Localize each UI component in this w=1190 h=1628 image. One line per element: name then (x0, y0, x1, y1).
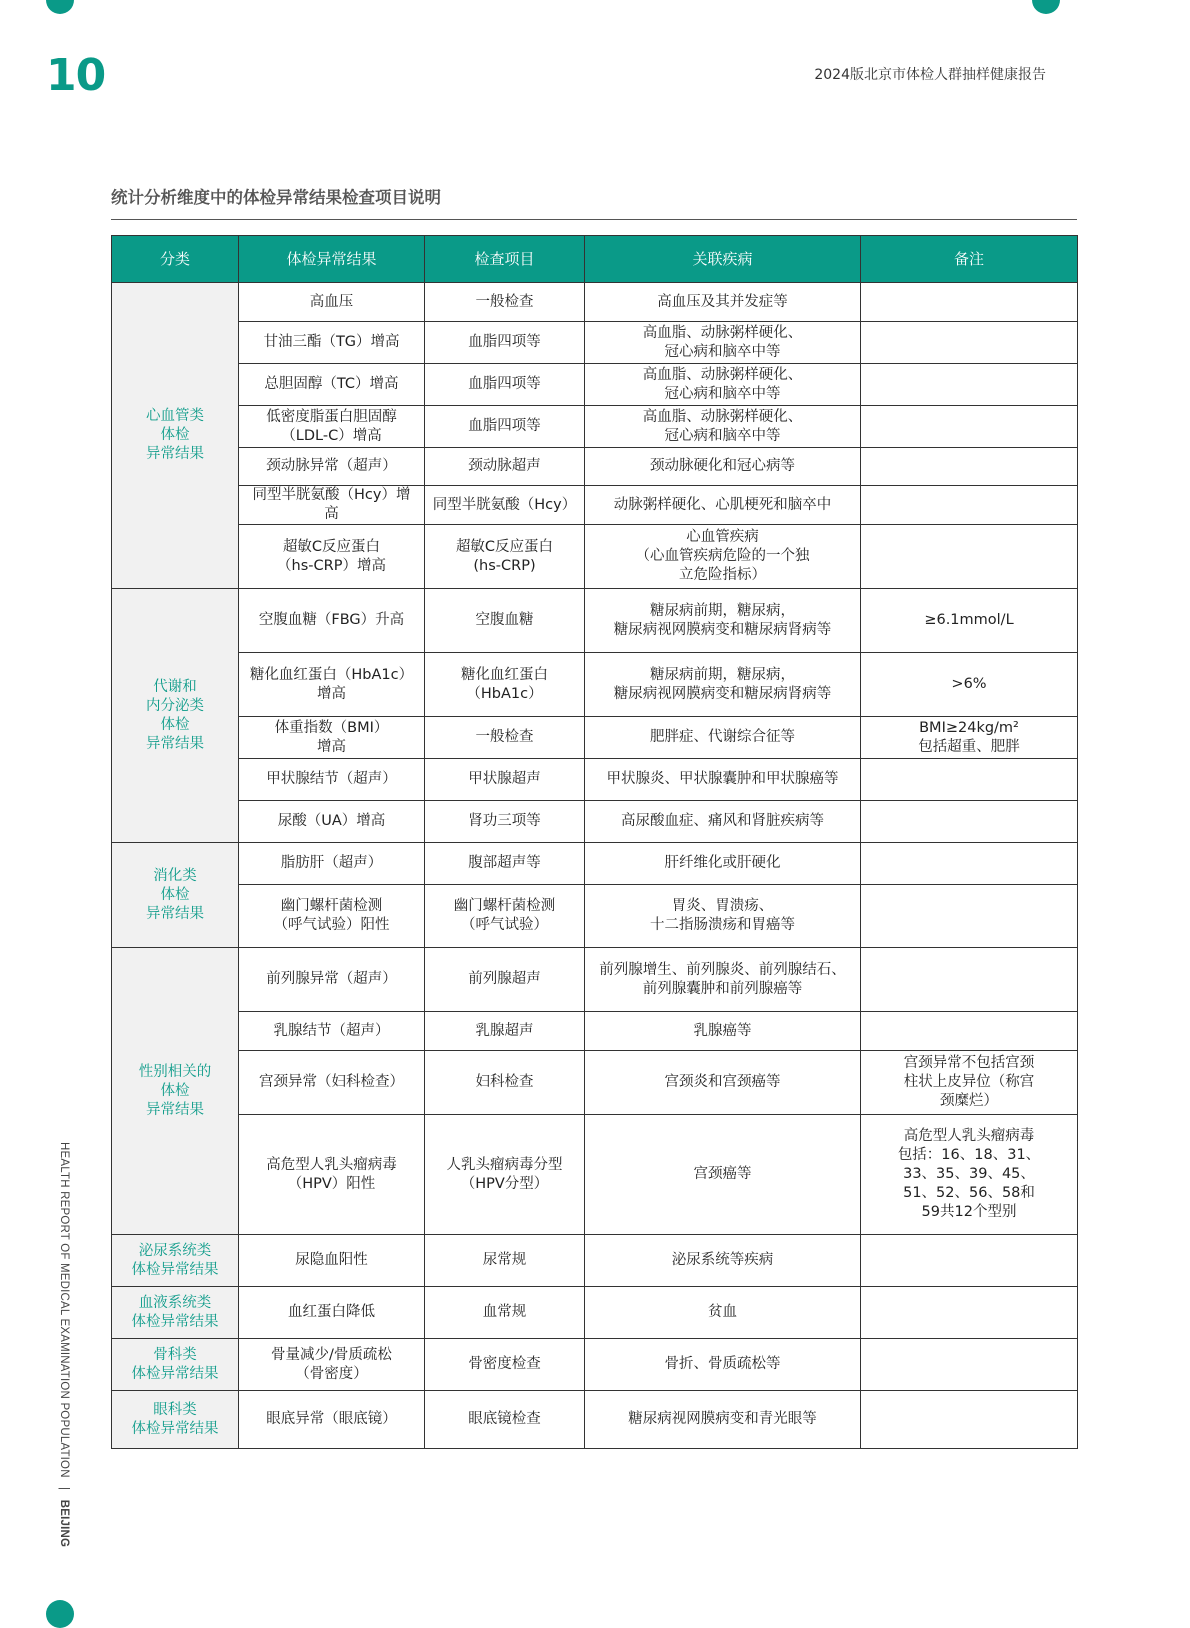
table-row (112, 1012, 1078, 1051)
note-cell-line: ≥6.1mmol/L (924, 612, 1014, 628)
note-cell (861, 717, 1078, 759)
category-cell-line: 眼科类 (153, 1401, 197, 1418)
exam-item-cell (425, 717, 585, 759)
note-cell (861, 406, 1078, 448)
side-text-separator: | (58, 1487, 70, 1491)
abnormal-result-cell-line: （LDL-C）增高 (281, 427, 382, 444)
table-row (112, 948, 1078, 1012)
exam-item-cell-line: (hs-CRP) (473, 557, 536, 574)
related-disease-cell-line: 胃炎、胃溃疡、 (671, 898, 774, 914)
note-cell-line: 颈糜烂） (940, 1093, 998, 1109)
note-cell-line: 59共12个型别 (921, 1204, 1017, 1220)
exam-item-cell-line: （呼气试验） (461, 917, 548, 933)
related-disease-cell (585, 801, 861, 843)
category-cell-line: 异常结果 (146, 905, 204, 922)
decorative-dot-bottom-left (46, 1600, 74, 1628)
abnormal-result-cell (239, 1115, 425, 1235)
category-cell-line: 体检异常结果 (131, 1365, 219, 1382)
exam-item-cell (425, 1339, 585, 1391)
related-disease-cell-line: 贫血 (708, 1304, 737, 1320)
note-cell-line: 33、35、39、45、 (903, 1166, 1035, 1182)
category-cell-line: 体检 (160, 886, 190, 903)
table-row (112, 653, 1078, 717)
exam-item-cell (425, 406, 585, 448)
exam-item-cell (425, 364, 585, 406)
abnormal-result-cell-line: 糖化血红蛋白（HbA1c） (249, 666, 414, 683)
abnormal-result-cell-line: 脂肪肝（超声） (280, 855, 383, 871)
related-disease-cell (585, 653, 861, 717)
exam-item-cell-line: 血脂四项等 (468, 376, 541, 392)
exam-item-cell-line: 甲状腺超声 (468, 771, 541, 787)
category-cell (112, 1391, 239, 1449)
report-title: 2024版北京市体检人群抽样健康报告 (814, 67, 1046, 83)
table-row (112, 885, 1078, 948)
abnormal-result-cell-line: （呼气试验）阳性 (273, 917, 390, 933)
category-cell-line: 体检异常结果 (131, 1261, 219, 1278)
exam-item-cell (425, 653, 585, 717)
note-cell-line: >6% (951, 676, 987, 692)
category-cell-line: 血液系统类 (138, 1294, 212, 1311)
exam-item-cell-line: 血脂四项等 (468, 418, 541, 434)
related-disease-cell (585, 1012, 861, 1051)
related-disease-cell-line: （心血管疾病危险的一个独 (635, 548, 810, 564)
note-cell (861, 948, 1078, 1012)
exam-item-cell-line: 妇科检查 (475, 1074, 534, 1090)
note-cell (861, 283, 1078, 322)
related-disease-cell (585, 1391, 861, 1449)
abnormal-result-cell-line: 颈动脉异常（超声） (266, 458, 397, 474)
decorative-dot-top-right (1032, 0, 1060, 14)
related-disease-cell (585, 1115, 861, 1235)
exam-item-cell-line: 尿常规 (482, 1252, 527, 1268)
table-row (112, 1339, 1078, 1391)
note-cell (861, 486, 1078, 525)
note-cell (861, 448, 1078, 486)
table-row (112, 717, 1078, 759)
header-note: 备注 (861, 236, 1078, 283)
exam-item-cell-line: （HPV分型） (460, 1175, 549, 1192)
note-cell-line: 宫颈异常不包括宫颈 (903, 1055, 1035, 1071)
abnormal-result-cell (239, 1235, 425, 1287)
abnormal-result-cell-line: 增高 (317, 738, 346, 755)
category-cell-line: 骨科类 (153, 1346, 197, 1363)
abnormal-results-table (111, 235, 1078, 1449)
category-cell (112, 948, 239, 1235)
category-cell-line: 异常结果 (146, 735, 204, 752)
related-disease-cell (585, 322, 861, 364)
abnormal-result-cell-line: 眼底异常（眼底镜） (266, 1411, 397, 1427)
exam-item-cell (425, 1012, 585, 1051)
abnormal-result-cell (239, 948, 425, 1012)
abnormal-result-cell-line: 幽门螺杆菌检测 (280, 898, 383, 914)
exam-item-cell (425, 1235, 585, 1287)
exam-item-cell (425, 1287, 585, 1339)
note-cell (861, 1012, 1078, 1051)
table-row (112, 843, 1078, 885)
abnormal-result-cell-line: 高危型人乳头瘤病毒 (266, 1156, 397, 1173)
note-cell-line: 包括超重、肥胖 (918, 738, 1020, 755)
exam-item-cell (425, 1115, 585, 1235)
category-cell-line: 体检 (160, 1082, 190, 1099)
note-cell (861, 1051, 1078, 1115)
abnormal-result-cell-line: 甲状腺结节（超声） (266, 771, 397, 787)
exam-item-cell-line: 幽门螺杆菌检测 (453, 898, 556, 914)
related-disease-cell (585, 1287, 861, 1339)
exam-item-cell-line: 人乳头瘤病毒分型 (446, 1156, 563, 1173)
related-disease-cell (585, 717, 861, 759)
related-disease-cell-line: 冠心病和脑卒中等 (664, 427, 781, 444)
exam-item-cell-line: 超敏C反应蛋白 (455, 538, 554, 555)
related-disease-cell-line: 冠心病和脑卒中等 (664, 385, 781, 402)
abnormal-result-cell-line: 骨量减少/骨质疏松 (271, 1346, 392, 1363)
side-text-left: HEALTH REPORT OF MEDICAL EXAMINATION POPULATION (58, 1142, 70, 1478)
related-disease-cell-line: 立危险指标） (679, 567, 766, 583)
exam-item-cell (425, 1391, 585, 1449)
related-disease-cell (585, 364, 861, 406)
related-disease-cell-line: 甲状腺炎、甲状腺囊肿和甲状腺癌等 (606, 771, 839, 787)
related-disease-cell (585, 1339, 861, 1391)
related-disease-cell-line: 泌尿系统等疾病 (671, 1252, 774, 1268)
table-row (112, 448, 1078, 486)
category-cell-line: 异常结果 (146, 1101, 204, 1118)
related-disease-cell-line: 高血压及其并发症等 (657, 293, 788, 310)
abnormal-result-cell-line: 乳腺结节（超声） (273, 1022, 390, 1039)
related-disease-cell (585, 1235, 861, 1287)
note-cell (861, 843, 1078, 885)
abnormal-result-cell (239, 283, 425, 322)
abnormal-result-cell (239, 448, 425, 486)
exam-item-cell (425, 322, 585, 364)
related-disease-cell (585, 885, 861, 948)
table-row (112, 1235, 1078, 1287)
table-row (112, 589, 1078, 653)
abnormal-result-cell-line: 前列腺异常（超声） (266, 971, 397, 987)
related-disease-cell-line: 乳腺癌等 (693, 1022, 752, 1039)
exam-item-cell-line: 乳腺超声 (475, 1022, 534, 1039)
table-row (112, 1391, 1078, 1449)
note-cell-line: 高危型人乳头瘤病毒 (903, 1128, 1035, 1144)
abnormal-result-cell-line: 体重指数（BMI） (274, 719, 389, 736)
note-cell (861, 653, 1078, 717)
exam-item-cell (425, 843, 585, 885)
related-disease-cell (585, 525, 861, 589)
table-row (112, 1287, 1078, 1339)
exam-item-cell-line: 血常规 (482, 1304, 527, 1320)
note-cell-line: BMI≥24kg/m² (919, 719, 1019, 736)
related-disease-cell (585, 843, 861, 885)
header-abnormal-result: 体检异常结果 (239, 236, 425, 283)
related-disease-cell (585, 448, 861, 486)
note-cell (861, 1339, 1078, 1391)
related-disease-cell-line: 颈动脉硬化和冠心病等 (650, 458, 795, 474)
related-disease-cell-line: 肝纤维化或肝硬化 (664, 855, 781, 871)
abnormal-result-cell (239, 801, 425, 843)
abnormal-result-cell-line: 空腹血糖（FBG）升高 (258, 612, 405, 628)
header-related-disease: 关联疾病 (585, 236, 861, 283)
abnormal-result-cell-line: 超敏C反应蛋白 (282, 538, 381, 555)
related-disease-cell-line: 高血脂、动脉粥样硬化、 (642, 408, 803, 425)
abnormal-result-cell-line: （骨密度） (295, 1365, 368, 1382)
section-divider (111, 219, 1077, 220)
note-cell-line: 51、52、56、58和 (903, 1185, 1035, 1201)
related-disease-cell (585, 589, 861, 653)
abnormal-result-cell (239, 1051, 425, 1115)
exam-item-cell (425, 759, 585, 801)
note-cell (861, 322, 1078, 364)
abnormal-result-cell-line: 高血压 (309, 293, 354, 310)
related-disease-cell-line: 肥胖症、代谢综合征等 (650, 729, 795, 745)
section-title: 统计分析维度中的体检异常结果检查项目说明 (111, 188, 441, 207)
category-cell-line: 消化类 (153, 867, 197, 884)
exam-item-cell-line: 同型半胱氨酸（Hcy） (432, 496, 577, 513)
related-disease-cell-line: 糖尿病视网膜病变和青光眼等 (628, 1411, 817, 1427)
related-disease-cell-line: 高血脂、动脉粥样硬化、 (642, 366, 803, 383)
side-text-city: BEIJING (58, 1499, 70, 1548)
exam-item-cell (425, 1051, 585, 1115)
abnormal-result-cell-line: 宫颈异常（妇科检查） (259, 1074, 404, 1090)
related-disease-cell-line: 糖尿病前期，糖尿病， (650, 666, 795, 683)
related-disease-cell (585, 1051, 861, 1115)
note-cell (861, 1287, 1078, 1339)
abnormal-result-cell-line: （hs-CRP）增高 (277, 557, 386, 574)
note-cell (861, 1235, 1078, 1287)
related-disease-cell-line: 动脉粥样硬化、心肌梗死和脑卒中 (613, 496, 832, 513)
related-disease-cell-line: 前列腺囊肿和前列腺癌等 (642, 980, 803, 997)
category-cell-line: 体检 (160, 716, 190, 733)
header-category: 分类 (112, 236, 239, 283)
table-header-row (112, 236, 1078, 283)
related-disease-cell-line: 宫颈癌等 (693, 1166, 752, 1182)
abnormal-result-cell (239, 1391, 425, 1449)
note-cell (861, 589, 1078, 653)
exam-item-cell (425, 589, 585, 653)
related-disease-cell (585, 406, 861, 448)
table-row (112, 525, 1078, 589)
abnormal-result-cell-line: （HPV）阳性 (287, 1175, 376, 1192)
table-row (112, 364, 1078, 406)
exam-item-cell-line: 肾功三项等 (468, 813, 541, 829)
abnormal-result-cell (239, 525, 425, 589)
abnormal-result-cell-line: 高 (324, 506, 339, 522)
abnormal-result-cell-line: 同型半胱氨酸（Hcy）增 (252, 487, 411, 503)
table-row (112, 759, 1078, 801)
exam-item-cell-line: 前列腺超声 (468, 971, 541, 987)
related-disease-cell-line: 冠心病和脑卒中等 (664, 343, 781, 360)
exam-item-cell (425, 525, 585, 589)
exam-item-cell-line: 颈动脉超声 (468, 458, 541, 474)
table-row (112, 1051, 1078, 1115)
related-disease-cell-line: 高血脂、动脉粥样硬化、 (642, 324, 803, 341)
abnormal-result-cell (239, 653, 425, 717)
abnormal-result-cell (239, 322, 425, 364)
page-number: 10 (46, 50, 106, 101)
exam-item-cell-line: 骨密度检查 (468, 1356, 541, 1372)
abnormal-result-cell (239, 717, 425, 759)
related-disease-cell-line: 前列腺增生、前列腺炎、前列腺结石、 (599, 961, 846, 978)
abnormal-result-cell (239, 885, 425, 948)
related-disease-cell-line: 糖尿病视网膜病变和糖尿病肾病等 (613, 685, 832, 702)
exam-item-cell-line: 眼底镜检查 (468, 1411, 541, 1427)
abnormal-result-cell-line: 尿酸（UA）增高 (277, 813, 386, 829)
related-disease-cell-line: 骨折、骨质疏松等 (664, 1356, 781, 1372)
category-cell (112, 1235, 239, 1287)
category-cell-line: 异常结果 (146, 446, 204, 462)
related-disease-cell (585, 759, 861, 801)
abnormal-result-cell-line: 总胆固醇（TC）增高 (264, 376, 399, 392)
table-row (112, 486, 1078, 525)
abnormal-result-cell (239, 1012, 425, 1051)
abnormal-result-cell-line: 血红蛋白降低 (288, 1304, 375, 1320)
note-cell (861, 1391, 1078, 1449)
related-disease-cell-line: 糖尿病视网膜病变和糖尿病肾病等 (613, 621, 832, 638)
abnormal-result-cell-line: 尿隐血阳性 (295, 1252, 368, 1268)
related-disease-cell-line: 心血管疾病 (686, 529, 759, 545)
abnormal-result-cell (239, 843, 425, 885)
exam-item-cell-line: 空腹血糖 (475, 612, 534, 628)
table-row (112, 801, 1078, 843)
exam-item-cell-line: 一般检查 (475, 293, 534, 310)
exam-item-cell-line: 一般检查 (475, 729, 534, 745)
abnormal-result-cell (239, 364, 425, 406)
related-disease-cell (585, 948, 861, 1012)
abnormal-result-cell (239, 759, 425, 801)
related-disease-cell (585, 283, 861, 322)
related-disease-cell (585, 486, 861, 525)
note-cell (861, 885, 1078, 948)
category-cell-line: 代谢和 (153, 678, 197, 695)
abnormal-result-cell (239, 1339, 425, 1391)
category-cell-line: 泌尿系统类 (138, 1242, 212, 1259)
abnormal-result-cell (239, 1287, 425, 1339)
table-body (112, 283, 1078, 1449)
side-running-text (58, 1142, 70, 1547)
note-cell (861, 759, 1078, 801)
note-cell (861, 801, 1078, 843)
abnormal-result-cell-line: 增高 (317, 685, 346, 702)
note-cell (861, 364, 1078, 406)
category-cell-line: 体检 (160, 427, 190, 443)
related-disease-cell-line: 糖尿病前期，糖尿病， (650, 602, 795, 619)
exam-item-cell (425, 283, 585, 322)
abnormal-result-cell (239, 406, 425, 448)
category-cell (112, 1287, 239, 1339)
exam-item-cell-line: 腹部超声等 (468, 855, 541, 871)
table-row (112, 1115, 1078, 1235)
category-cell-line: 体检异常结果 (131, 1313, 219, 1330)
category-cell (112, 283, 239, 589)
table-row (112, 283, 1078, 322)
header-exam-item: 检查项目 (425, 236, 585, 283)
category-cell-line: 性别相关的 (138, 1063, 212, 1080)
note-cell-line: 包括：16、18、31、 (897, 1147, 1041, 1163)
exam-item-cell-line: （HbA1c） (466, 685, 543, 702)
category-cell-line: 内分泌类 (146, 697, 204, 714)
exam-item-cell-line: 血脂四项等 (468, 334, 541, 350)
note-cell (861, 525, 1078, 589)
table-row (112, 406, 1078, 448)
related-disease-cell-line: 宫颈炎和宫颈癌等 (664, 1074, 781, 1090)
exam-item-cell-line: 糖化血红蛋白 (461, 666, 548, 683)
category-cell (112, 589, 239, 843)
exam-item-cell (425, 948, 585, 1012)
note-cell (861, 1115, 1078, 1235)
category-cell-line: 心血管类 (146, 408, 204, 424)
category-cell-line: 体检异常结果 (131, 1420, 219, 1437)
table-row (112, 322, 1078, 364)
note-cell-line: 柱状上皮异位（称宫 (903, 1074, 1035, 1090)
abnormal-result-cell (239, 486, 425, 525)
category-cell (112, 843, 239, 948)
decorative-dot-top-left (46, 0, 74, 14)
related-disease-cell-line: 高尿酸血症、痛风和肾脏疾病等 (621, 813, 824, 829)
exam-item-cell (425, 448, 585, 486)
abnormal-result-cell (239, 589, 425, 653)
abnormal-result-cell-line: 甘油三酯（TG）增高 (263, 334, 400, 350)
exam-item-cell (425, 885, 585, 948)
exam-item-cell (425, 486, 585, 525)
abnormal-result-cell-line: 低密度脂蛋白胆固醇 (266, 408, 397, 425)
related-disease-cell-line: 十二指肠溃疡和胃癌等 (650, 917, 795, 933)
category-cell (112, 1339, 239, 1391)
exam-item-cell (425, 801, 585, 843)
